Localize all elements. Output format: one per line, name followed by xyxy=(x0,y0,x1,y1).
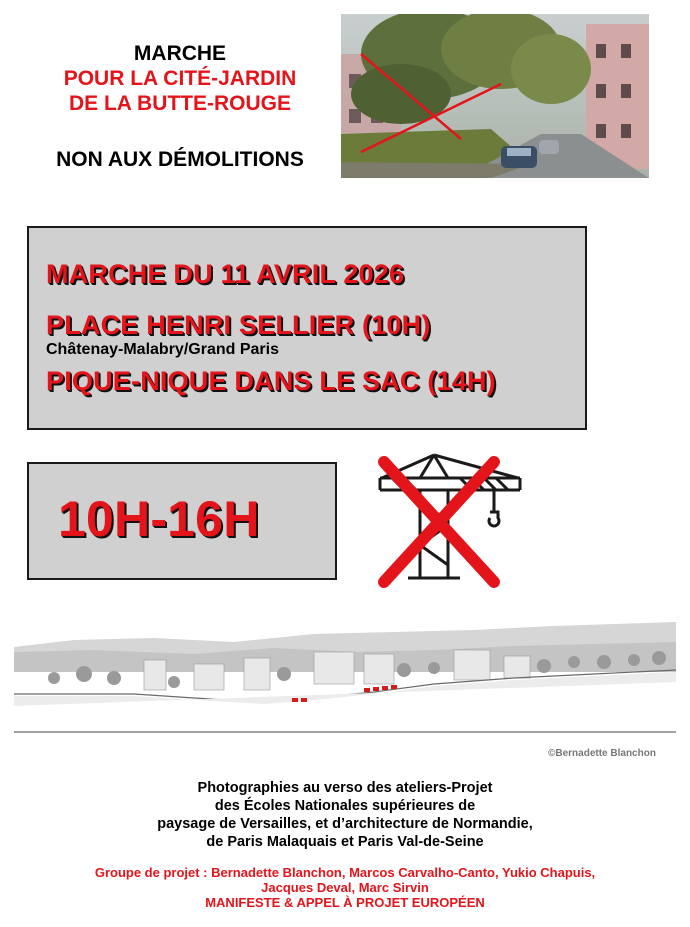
title-marche: MARCHE xyxy=(133,42,227,65)
info-line-4: de Paris Malaquais et Paris Val-de-Seine xyxy=(206,834,484,850)
group-line-3: MANIFESTE & APPEL À PROJET EUROPÉEN xyxy=(205,895,485,910)
landscape-panorama xyxy=(14,612,676,737)
photo-credit: ©Bernadette Blanchon xyxy=(548,748,656,759)
title-non-demolitions: NON AUX DÉMOLITIONS xyxy=(56,148,304,171)
street-photo xyxy=(341,14,649,178)
info-text xyxy=(0,779,690,851)
event-picnic: PIQUE-NIQUE DANS LE SAC (14H) xyxy=(46,366,496,396)
event-place: PLACE HENRI SELLIER (10H) xyxy=(46,310,431,340)
title-line-3: DE LA BUTTE-ROUGE xyxy=(68,92,292,115)
project-group xyxy=(0,865,690,910)
event-city: Châtenay-Malabry/Grand Paris xyxy=(46,341,279,358)
event-date: MARCHE DU 11 AVRIL 2026 xyxy=(46,259,405,289)
group-line-1: Groupe de projet : Bernadette Blanchon, Marcos Carvalho-Canto, Yukio Chapuis, xyxy=(94,865,596,880)
crossed-out-crane-icon xyxy=(372,450,522,595)
info-line-2: des Écoles Nationales supérieures de xyxy=(214,798,476,814)
event-hours: 10H-16H xyxy=(58,491,260,547)
info-line-3: paysage de Versailles, et d’architecture de Normandie, xyxy=(157,816,533,832)
title-cite-jardin xyxy=(20,66,340,116)
info-line-1: Photographies au verso des ateliers-Projet xyxy=(197,780,493,796)
crossed-out-photo xyxy=(341,14,649,178)
title-line-2: POUR LA CITÉ-JARDIN xyxy=(63,67,297,90)
group-line-2: Jacques Deval, Marc Sirvin xyxy=(261,880,429,895)
